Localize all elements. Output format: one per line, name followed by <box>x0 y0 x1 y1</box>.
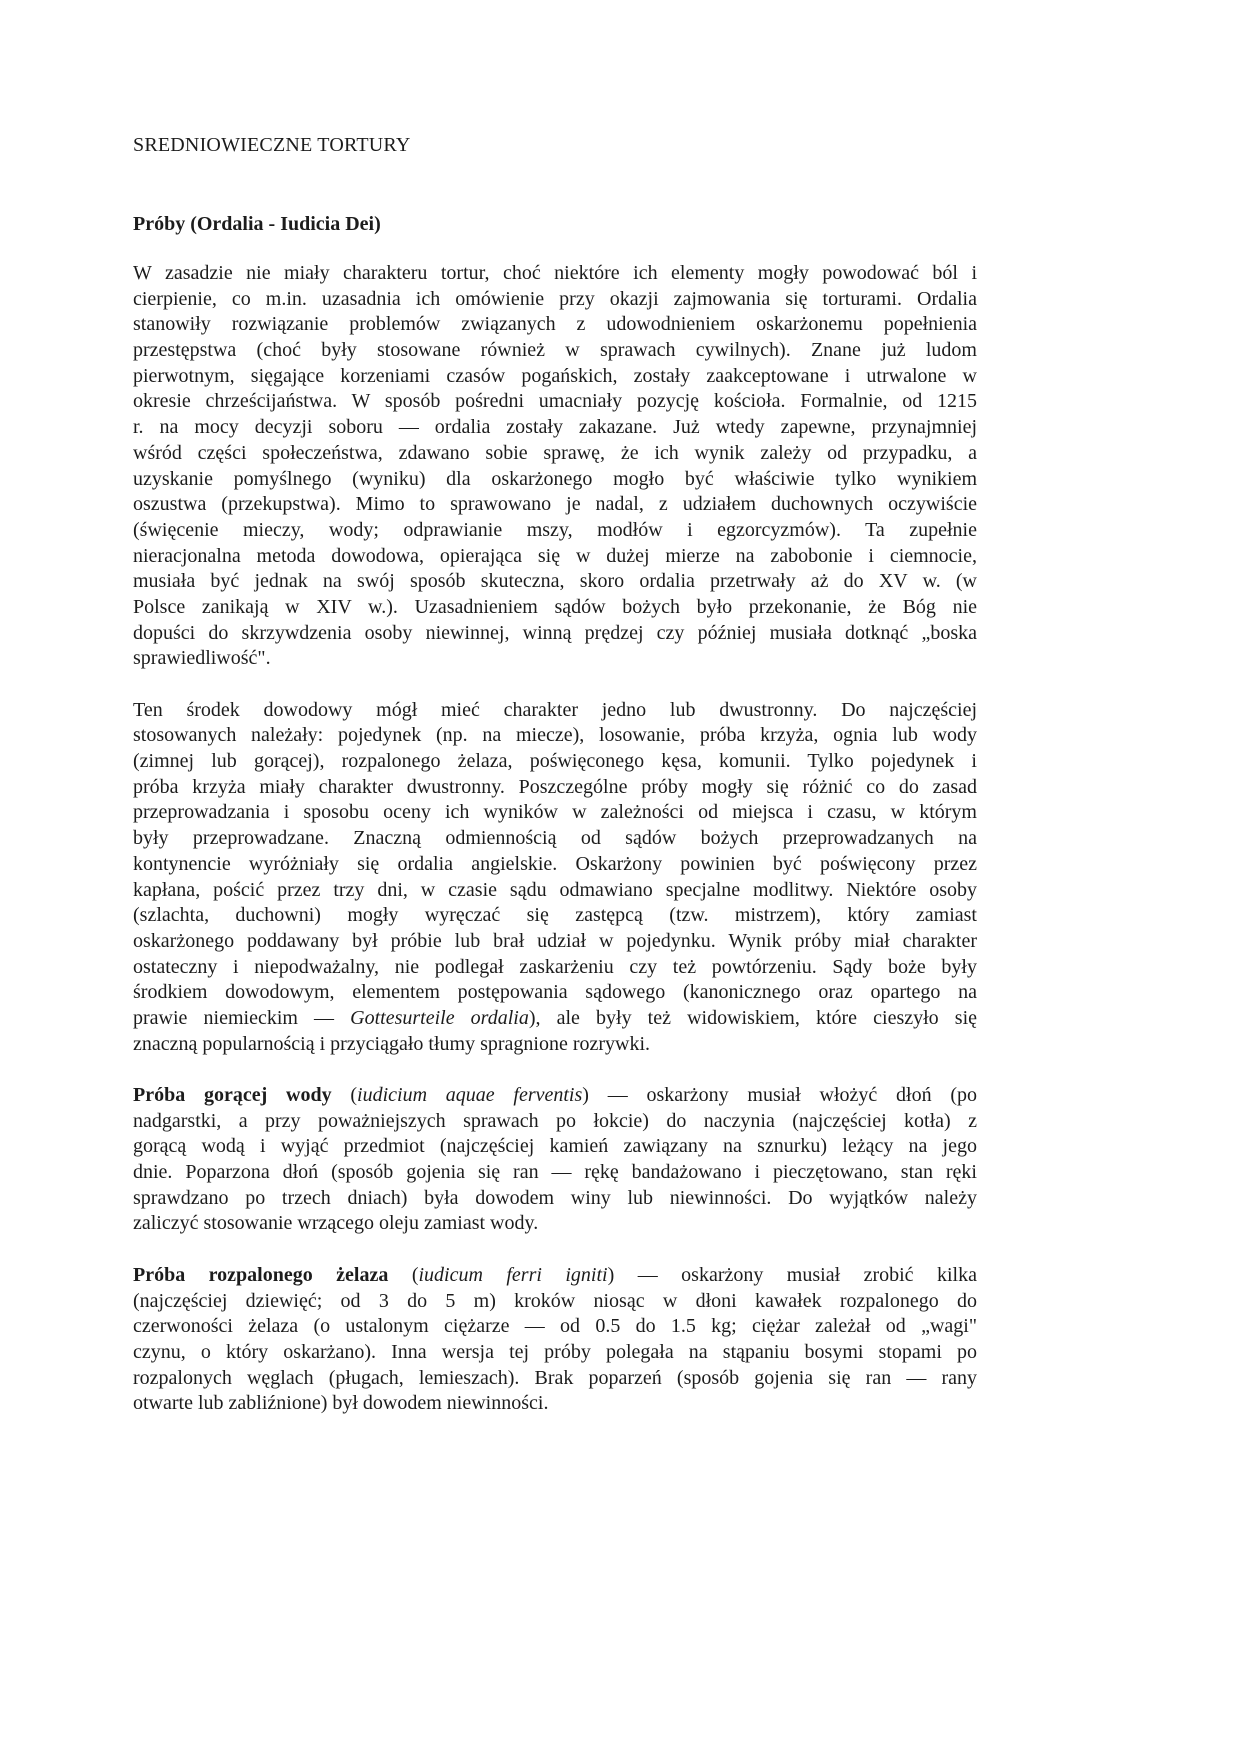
text-segment: kapłana, pościć przez trzy dni, w czasie sądu odmawiano specjalne modlitwy. Niektóre osoby <box>133 878 977 901</box>
text-segment: musiała być jednak na swój sposób skuteczna, skoro ordalia przetrwały aż do XV w. (w <box>133 570 977 593</box>
text-line <box>133 1109 977 1135</box>
text-segment: pierwotnym, sięgające korzeniami czasów pogańskich, zostały zaakceptowane i utrwalone w <box>133 364 977 387</box>
text-line <box>133 775 977 801</box>
text-segment: ostateczny i niepodważalny, nie podlegał zaskarżeniu czy też powtórzeniu. Sądy boże były <box>133 955 977 978</box>
text-segment: przeprowadzania i sposobu oceny ich wyników w zależności od miejsca i czasu, w którym <box>133 801 977 824</box>
text-line <box>133 980 977 1006</box>
text-line <box>133 1391 977 1417</box>
text-segment: kontynencie wyróżniały się ordalia angielskie. Oskarżony powinien być poświęcony przez <box>133 852 977 875</box>
text-line <box>133 1083 977 1109</box>
text-segment: czerwoności żelaza (o ustalonym ciężarze — od 0.5 do 1.5 kg; ciężar zależał od „wagi" <box>133 1315 977 1338</box>
text-segment: W zasadzie nie miały charakteru tortur, choć niektóre ich elementy mogły powodować ból i <box>133 262 977 284</box>
text-segment: nieracjonalna metoda dowodowa, opierająca się w dużej mierze na zabobonie i ciemnocie, <box>133 544 977 567</box>
text-line <box>133 903 977 929</box>
text-line <box>133 467 977 493</box>
text-line <box>133 723 977 749</box>
text-line <box>133 646 977 672</box>
text-line <box>133 800 977 826</box>
text-segment: nadgarstki, a przy poważniejszych sprawach po łokcie) do naczynia (najczęściej kotła) z <box>133 1109 977 1132</box>
text-segment: (zimnej lub gorącej), rozpalonego żelaza, poświęconego kęsa, komunii. Tylko pojedynek i <box>133 750 977 773</box>
text-segment: wśród części społeczeństwa, zdawano sobie sprawę, że ich wynik zależy od przypadku, a <box>133 441 977 464</box>
bold-term: Próba gorącej wody <box>133 1084 332 1106</box>
text-line <box>133 1134 977 1160</box>
text-line <box>133 544 977 570</box>
text-line <box>133 1366 977 1392</box>
text-line <box>133 338 977 364</box>
text-segment: czynu, o który oskarżano). Inna wersja tej próby polegała na stąpaniu bosymi stopami po <box>133 1340 977 1363</box>
text-line <box>133 595 977 621</box>
text-line <box>133 441 977 467</box>
text-segment: oszustwa (przekupstwa). Mimo to sprawowano je nadal, z udziałem duchownych oczywiście <box>133 493 977 516</box>
text-line <box>133 878 977 904</box>
text-line <box>133 1006 977 1032</box>
paragraph <box>133 261 977 672</box>
text-segment: ( <box>388 1263 419 1286</box>
text-line <box>133 621 977 647</box>
text-segment: okresie chrześcijaństwa. W sposób pośredni umacniały pozycję kościoła. Formalnie, od 1215 <box>133 390 977 413</box>
text-line <box>133 1289 977 1315</box>
text-segment: ( <box>331 1084 358 1106</box>
text-segment: (święcenie mieczy, wody; odprawianie mszy, modłów i egzorcyzmów). Ta zupełnie <box>133 518 977 541</box>
text-segment: stosowanych należały: pojedynek (np. na miecze), losowanie, próba krzyża, ognia lub wody <box>133 724 977 747</box>
document-title: SREDNIOWIECZNE TORTURY <box>133 134 411 156</box>
text-line <box>133 415 977 441</box>
text-segment: środkiem dowodowym, elementem postępowania sądowego (kanonicznego oraz opartego na <box>133 981 977 1004</box>
text-segment: przestępstwa (choć były stosowane również w sprawach cywilnych). Znane już ludom <box>133 339 977 362</box>
text-segment: zaliczyć stosowanie wrzącego oleju zamiast wody. <box>133 1212 539 1235</box>
text-segment: (najczęściej dziewięć; od 3 do 5 m) kroków niosąc w dłoni kawałek rozpalonego do <box>133 1289 977 1312</box>
text-line <box>133 698 977 724</box>
text-segment: oskarżonego poddawany był próbie lub brał udział w pojedynku. Wynik próby miał charakter <box>133 929 977 952</box>
text-segment: dnie. Poparzona dłoń (sposób gojenia się ran — rękę bandażowano i pieczętowano, stan ręki <box>133 1161 977 1184</box>
text-line <box>133 364 977 390</box>
bold-term: Próba rozpalonego żelaza <box>133 1263 389 1286</box>
text-line <box>133 929 977 955</box>
text-segment: sprawiedliwość". <box>133 647 271 670</box>
text-segment: otwarte lub zabliźnione) był dowodem niewinności. <box>133 1392 549 1415</box>
text-segment: były przeprowadzane. Znaczną odmiennością od sądów bożych przeprowadzanych na <box>133 827 977 850</box>
paragraph <box>133 1083 977 1237</box>
italic-term: Gottesurteile ordalia <box>350 1006 529 1029</box>
text-line <box>133 955 977 981</box>
italic-term: iudicium aquae ferventis <box>357 1084 583 1106</box>
text-segment: stanowiły rozwiązanie problemów związanych z udowodnieniem oskarżonemu popełnienia <box>133 313 977 336</box>
text-line <box>133 1160 977 1186</box>
text-segment: uzyskanie pomyślnego (wyniku) dla oskarżonego mogło być właściwie tylko wynikiem <box>133 467 977 490</box>
text-line <box>133 1340 977 1366</box>
text-segment: dopuści do skrzywdzenia osoby niewinnej, winną prędzej czy później musiała dotknąć „boska <box>133 621 977 644</box>
text-segment: znaczną popularnością i przyciągało tłumy spragnione rozrywki. <box>133 1032 651 1055</box>
paragraph <box>133 1263 977 1417</box>
text-segment: sprawdzano po trzech dniach) była dowodem winy lub niewinności. Do wyjątków należy <box>133 1186 977 1209</box>
text-segment: Polsce zanikają w XIV w.). Uzasadnieniem sądów bożych było przekonanie, że Bóg nie <box>133 595 977 618</box>
document-body <box>133 261 977 1443</box>
text-segment: rozpalonych węglach (pługach, lemieszach). Brak poparzeń (sposób gojenia się ran — rany <box>133 1366 977 1389</box>
text-line <box>133 852 977 878</box>
text-segment: próba krzyża miały charakter dwustronny. Poszczególne próby mogły się różnić co do zasad <box>133 775 977 798</box>
text-line <box>133 826 977 852</box>
text-line <box>133 1263 977 1289</box>
text-line <box>133 287 977 313</box>
text-line <box>133 1186 977 1212</box>
text-line <box>133 1314 977 1340</box>
text-segment: ) — oskarżony musiał włożyć dłoń (po <box>582 1084 977 1106</box>
text-line <box>133 261 977 287</box>
text-line <box>133 569 977 595</box>
text-segment: gorącą wodą i wyjąć przedmiot (najczęściej kamień zawiązany na sznurku) leżący na jego <box>133 1135 977 1158</box>
text-line <box>133 312 977 338</box>
text-line <box>133 749 977 775</box>
text-segment: ), ale były też widowiskiem, które cieszyło się <box>528 1006 977 1029</box>
text-segment: Ten środek dowodowy mógł mieć charakter jedno lub dwustronny. Do najczęściej <box>133 698 977 721</box>
text-segment: ) — oskarżony musiał zrobić kilka <box>607 1263 977 1286</box>
paragraph <box>133 698 977 1058</box>
text-segment: cierpienie, co m.in. uzasadnia ich omówienie przy okazji zajmowania się torturami. Ordalia <box>133 287 977 310</box>
text-line <box>133 1211 977 1237</box>
section-heading: Próby (Ordalia - Iudicia Dei) <box>133 213 381 235</box>
text-segment: r. na mocy decyzji soboru — ordalia zostały zakazane. Już wtedy zapewne, przynajmniej <box>133 416 977 439</box>
italic-term: iudicum ferri igniti <box>418 1263 608 1286</box>
text-line <box>133 389 977 415</box>
text-line <box>133 518 977 544</box>
text-line <box>133 492 977 518</box>
text-line <box>133 1032 977 1058</box>
text-segment: (szlachta, duchowni) mogły wyręczać się zastępcą (tzw. mistrzem), który zamiast <box>133 904 977 927</box>
text-segment: prawie niemieckim — <box>133 1006 351 1029</box>
